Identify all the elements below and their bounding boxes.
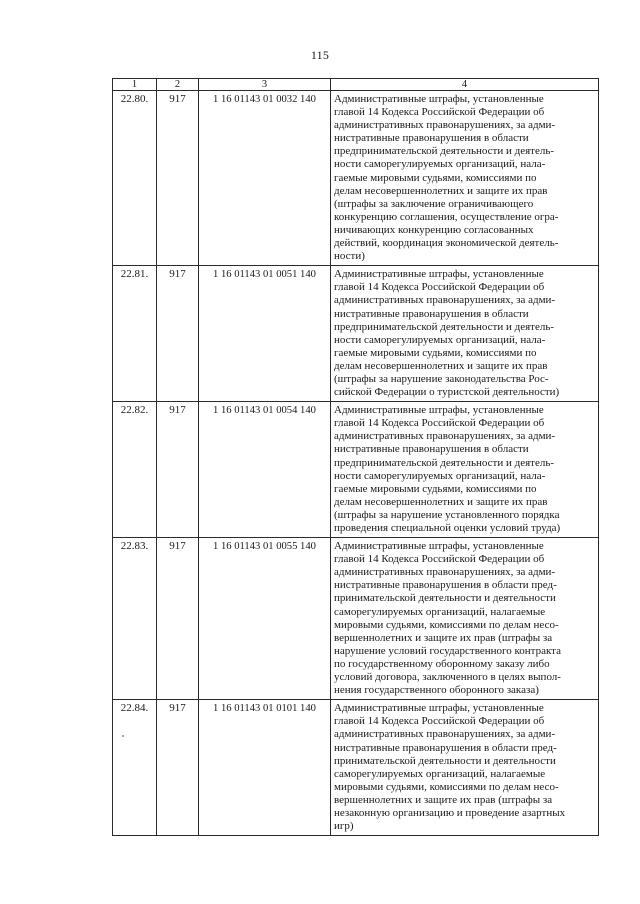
revenue-description [331,402,599,538]
administrator-code: 917 [157,266,199,402]
table-row [113,91,599,266]
description-line: игр) [334,820,354,833]
table-row [113,266,599,402]
description-line: главой 14 Кодекса Российской Федерации об [334,281,545,294]
description-line: Административные штрафы, установленные [334,540,544,553]
row-number: 22.80. [113,91,157,266]
description-line: нистративные правонарушения в области пред- [334,579,557,592]
description-line: главой 14 Кодекса Российской Федерации об [334,417,545,430]
description-line: нения государственного оборонного заказа) [334,684,539,697]
description-line: главой 14 Кодекса Российской Федерации об [334,715,545,728]
row-number: 22.83. [113,538,157,700]
description-line: принимательской деятельности и деятельности [334,754,556,767]
description-line: Административные штрафы, установленные [334,404,544,417]
description-line: сийской Федерации о туристской деятельности) [334,386,560,399]
description-line: (штрафы за нарушение установленного порядка [334,508,560,521]
scan-speck [122,735,124,737]
description-line: по государственному оборонному заказу либо [334,657,550,670]
description-line: условий договора, заключенного в целях выпол- [334,671,561,684]
description-line: вершеннолетних и защите их прав (штрафы за [334,793,553,806]
description-line: предпринимательской деятельности и деятель- [334,145,555,158]
description-line: ности саморегулируемых организаций, нала- [334,158,546,171]
description-line: (штрафы за нарушение законодательства Рос- [334,372,549,385]
description-line: ности) [334,250,365,263]
row-number: 22.82. [113,402,157,538]
description-line: мировыми судьями, комиссиями по делам несо- [334,780,559,793]
description-line: незаконную организацию и проведение азартных [334,806,566,819]
administrator-code: 917 [157,91,199,266]
description-line: конкуренцию соглашения, осуществление огра- [334,210,559,223]
header-col-4: 4 [331,79,599,91]
table-row [113,402,599,538]
administrator-code: 917 [157,538,199,700]
description-line: главой 14 Кодекса Российской Федерации об [334,553,545,566]
page-number: 115 [310,48,330,62]
revenue-description [331,266,599,402]
budget-classification-code: 1 16 01143 01 0051 140 [199,266,331,402]
description-line: саморегулируемых организаций, налагаемые [334,605,546,618]
description-line: административных правонарушениях, за адми- [334,566,556,579]
description-line: нистративные правонарушения в области пред- [334,741,557,754]
administrator-code: 917 [157,700,199,836]
row-number: 22.81. [113,266,157,402]
description-line: принимательской деятельности и деятельности [334,592,556,605]
description-line: Административные штрафы, установленные [334,93,544,105]
description-line: нистративные правонарушения в области [334,132,529,145]
header-col-1: 1 [113,79,157,91]
header-col-2: 2 [157,79,199,91]
description-line: гаемые мировыми судьями, комиссиями по [334,346,537,359]
description-line: административных правонарушениях, за адми- [334,728,556,741]
description-line: гаемые мировыми судьями, комиссиями по [334,171,537,184]
table-header-row [113,79,599,91]
description-line: Административные штрафы, установленные [334,268,544,281]
description-line: делам несовершеннолетних и защите их прав [334,184,548,197]
description-line: (штрафы за заключение ограничивающего [334,197,534,210]
description-line: делам несовершеннолетних и защите их прав [334,359,548,372]
description-line: административных правонарушениях, за адми- [334,119,556,132]
description-line: ности саморегулируемых организаций, нала- [334,469,546,482]
revenue-description [331,700,599,836]
table-row [113,538,599,700]
administrator-code: 917 [157,402,199,538]
description-line: нистративные правонарушения в области [334,307,529,320]
revenue-description [331,91,599,266]
description-line: проведения специальной оценки условий труда) [334,522,561,534]
description-line: ности саморегулируемых организаций, нала- [334,333,546,346]
description-line: предпринимательской деятельности и деятель- [334,456,555,469]
row-number: 22.84. [113,700,157,836]
budget-codes-table [112,78,599,836]
description-line: делам несовершеннолетних и защите их прав [334,495,548,508]
description-line: действий, координация экономической деятель- [334,237,559,250]
description-line: Административные штрафы, установленные [334,702,544,715]
description-line: предпринимательской деятельности и деятель- [334,320,555,333]
budget-classification-code: 1 16 01143 01 0054 140 [199,402,331,538]
revenue-description [331,538,599,700]
table-row [113,700,599,836]
description-line: гаемые мировыми судьями, комиссиями по [334,482,537,495]
description-line: нарушение условий государственного контракта [334,644,561,657]
description-line: нистративные правонарушения в области [334,443,529,456]
budget-classification-code: 1 16 01143 01 0055 140 [199,538,331,700]
budget-classification-code: 1 16 01143 01 0032 140 [199,91,331,266]
description-line: ничивающих конкуренцию согласованных [334,223,534,236]
description-line: саморегулируемых организаций, налагаемые [334,767,546,780]
description-line: административных правонарушениях, за адми- [334,294,556,307]
header-col-3: 3 [199,79,331,91]
description-line: вершеннолетних и защите их прав (штрафы за [334,631,553,644]
description-line: главой 14 Кодекса Российской Федерации об [334,106,545,119]
description-line: мировыми судьями, комиссиями по делам несо- [334,618,559,631]
budget-classification-code: 1 16 01143 01 0101 140 [199,700,331,836]
description-line: административных правонарушениях, за адми- [334,430,556,443]
